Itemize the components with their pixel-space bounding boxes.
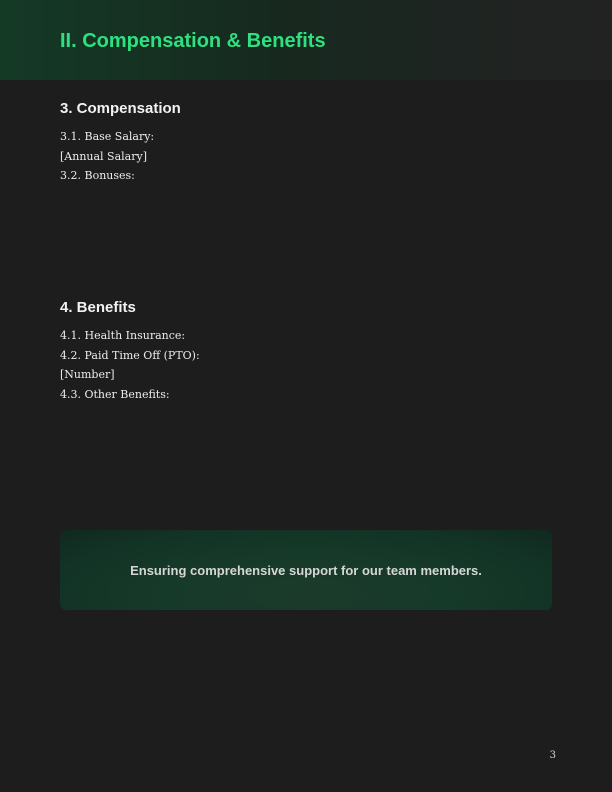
header-band [0, 0, 612, 80]
compensation-section [60, 99, 552, 186]
benefits-heading: 4. Benefits [60, 299, 136, 316]
other-benefits-label: 4.3. Other Benefits: [60, 387, 170, 401]
base-salary-label: 3.1. Base Salary: [60, 130, 155, 143]
bonuses-label: 3.2. Bonuses: [60, 169, 135, 182]
callout-box [60, 530, 552, 610]
benefits-section [60, 298, 552, 404]
compensation-heading: 3. Compensation [60, 100, 181, 117]
page-number: 3 [549, 750, 556, 761]
annual-salary-placeholder: [Annual Salary] [60, 149, 147, 163]
pto-number-placeholder: [Number] [60, 368, 115, 381]
health-insurance-label: 4.1. Health Insurance: [60, 329, 186, 342]
page-title: II. Compensation & Benefits [60, 30, 326, 52]
callout-text: Ensuring comprehensive support for our team members. [130, 562, 482, 578]
pto-label: 4.2. Paid Time Off (PTO): [60, 348, 200, 362]
